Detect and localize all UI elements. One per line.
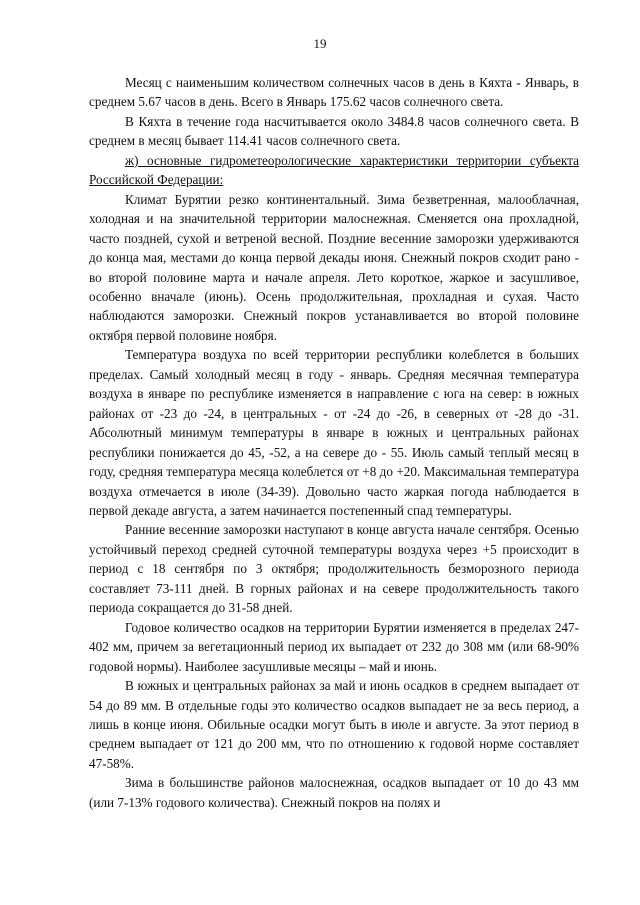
document-body [89, 73, 579, 812]
paragraph-frosts: Ранние весенние заморозки наступают в конце августа начале сентября. Осенью устойчивый переход средней суточной температуры воздуха через +5 происходит в период с 18 сентября по 3 октября; продолжительность безморозного периода составляет 73-111 дней. В горных районах и на севере продолжительность такого периода сокращается до 31-58 дней. [89, 522, 579, 616]
paragraph-sunshine-annual: В Кяхта в течение года насчитывается около 3484.8 часов солнечного света. В среднем в месяц бывает 114.41 часов солнечного света. [89, 113, 579, 149]
paragraph-winter-precipitation: Зима в большинстве районов малоснежная, осадков выпадает от 10 до 43 мм (или 7-13% годового количества). Снежный покров на полях и [89, 775, 579, 810]
paragraph-summer-precipitation: В южных и центральных районах за май и июнь осадков в среднем выпадает от 54 до 89 мм. В отдельные годы это количество осадков выпадает не за весь период, а лишь в конце июня. Обильные осадки могут быть в июле и августе. За этот период в среднем выпадает от 121 до 200 мм, что по отношению к годовой норме составляет 47-58%. [89, 678, 579, 771]
page-number: 19 [313, 36, 327, 51]
paragraph-air-temperature: Температура воздуха по всей территории республики колеблется в больших пределах. Самый холодный месяц в году - январь. Средняя месячная температура воздуха в январе по республике изменяется в направление с юга на север: в южных районах от -23 до -24, в центральных - от -24 до -26, в северных от -28 до -31. Абсолютный минимум температуры в январе в южных и центральных районах республики понижается до 45, -52, а на севере до - 55. Июль самый теплый месяц в году, средняя температура месяца колеблется от +8 до +20. Максимальная температура воздуха отмечается в июле (34-39). Довольно часто жаркая погода наблюдается в первой декаде августа, а затем начинается постепенный спад температуры. [89, 347, 579, 518]
paragraph-sunshine-minimum: Месяц с наименьшим количеством солнечных часов в день в Кяхта - Январь, в среднем 5.67 часов в день. Всего в Январь 175.62 часов солнечного света. [89, 75, 579, 110]
paragraph-annual-precipitation: Годовое количество осадков на территории Бурятии изменяется в пределах 247-402 мм, причем за вегетационный период их выпадает от 232 до 308 мм (или 68-90% годовой нормы). Наиболее засушливые месяцы – май и июнь. [89, 619, 579, 674]
paragraph-climate-overview: Климат Бурятии резко континентальный. Зима безветренная, малооблачная, холодная и на значительной территории малоснежная. Сменяется она прохладной, часто поздней, сухой и ветреной весной. Поздние весенние заморозки удерживаются до конца мая, местами до конца первой декады июня. Снежный покров сходит рано - во второй половине марта и начале апреля. Лето короткое, жаркое и засушливое, особенно вначале (июнь). Осень продолжительная, прохладная и сухая. Часто наблюдаются заморозки. Снежный покров устанавливается во второй половине октября первой половине ноября. [89, 191, 579, 343]
section-heading-hydrometeorology: ж) основные гидрометеорологические характеристики территории субъекта Российской Федерации: [89, 152, 579, 188]
